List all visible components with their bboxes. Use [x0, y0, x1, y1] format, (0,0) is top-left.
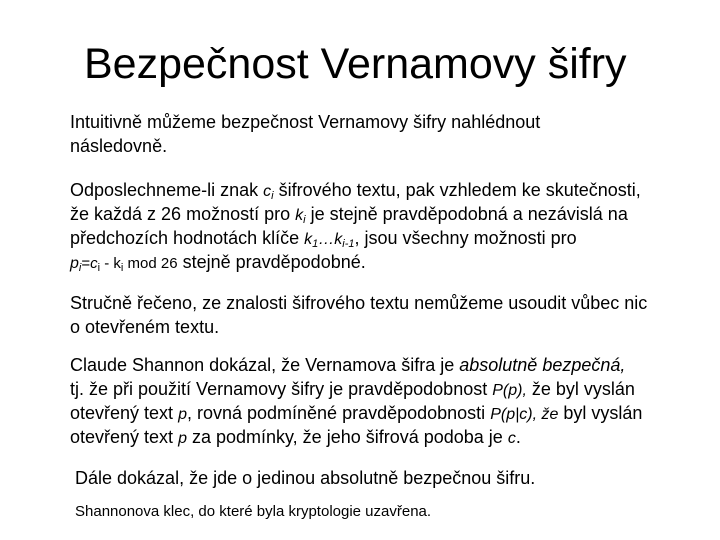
paragraph-summary [70, 291, 647, 339]
math-k-range: $k_1\dots k_{i-1}$ [304, 231, 355, 250]
emphasis-absolute-secure: absolutně bezpečná, [459, 355, 626, 375]
text-fragment: , rovná podmíněné pravděpodobnosti [186, 403, 491, 423]
text-fragment: otevřený text [70, 403, 179, 423]
text-fragment: je stejně pravděpodobná a nezávislá na [310, 204, 628, 224]
paragraph-unique: Dále dokázal, že jde o jedinou absolutně bezpečnou šifru. [75, 468, 536, 488]
page-title: Bezpečnost Vernamovy šifry [84, 40, 627, 88]
text-fragment: , jsou všechny možnosti pro [354, 228, 577, 248]
text-fragment: Claude Shannon dokázal, že Vernamova šifra je [70, 355, 460, 375]
text-fragment: stejně pravděpodobné. [182, 252, 366, 272]
math-equation-rest: $=c_i - k_i$ mod 26 [81, 255, 178, 274]
paragraph-intuition [70, 110, 540, 158]
text-line [70, 250, 641, 274]
math-prob: P(p), [492, 382, 527, 399]
text-line: Intuitivně můžeme bezpečnost Vernamovy šifry nahlédnout [70, 112, 541, 132]
text-fragment: Odposlechneme-li znak [70, 180, 264, 200]
text-line [70, 178, 641, 202]
text-line: Stručně řečeno, ze znalosti šifrového textu nemůžeme usoudit vůbec nic [70, 293, 648, 313]
text-line: následovně. [70, 136, 168, 156]
paragraph-shannon-cage: Shannonova klec, do které byla kryptologie uzavřena. [75, 503, 432, 520]
text-fragment: byl vyslán [558, 403, 643, 423]
text-line: otevřený text p za podmínky, že jeho šifrová podoba je c. [70, 427, 521, 447]
math-c: $c_i$ [263, 183, 274, 202]
text-line [70, 226, 641, 250]
text-fragment: šifrového textu, pak vzhledem ke skutečnosti, [278, 180, 641, 200]
text-fragment: předchozích hodnotách klíče [70, 228, 305, 248]
text-line [70, 377, 642, 401]
text-fragment: otevřený text [70, 427, 179, 447]
paragraph-shannon [70, 353, 642, 449]
math-equation: $p_i$ [70, 255, 82, 274]
text-line: o otevřeném textu. [70, 317, 220, 337]
text-fragment: že každá z 26 možností pro [70, 204, 296, 224]
text-line [70, 353, 642, 377]
text-fragment: že byl vyslán [526, 379, 635, 399]
math-k: $k_i$ [295, 207, 306, 226]
text-fragment: za podmínky, že jeho šifrová podoba je [186, 427, 508, 447]
paragraph-intercept [70, 178, 641, 274]
math-p: p [178, 430, 187, 447]
math-c: c [507, 430, 516, 447]
math-p: p [178, 406, 187, 423]
text-fragment: tj. že při použití Vernamovy šifry je pravděpodobnost [70, 379, 493, 399]
math-cond-prob: P(p|c), že [490, 406, 559, 423]
text-line [70, 202, 641, 226]
text-line [70, 401, 642, 425]
